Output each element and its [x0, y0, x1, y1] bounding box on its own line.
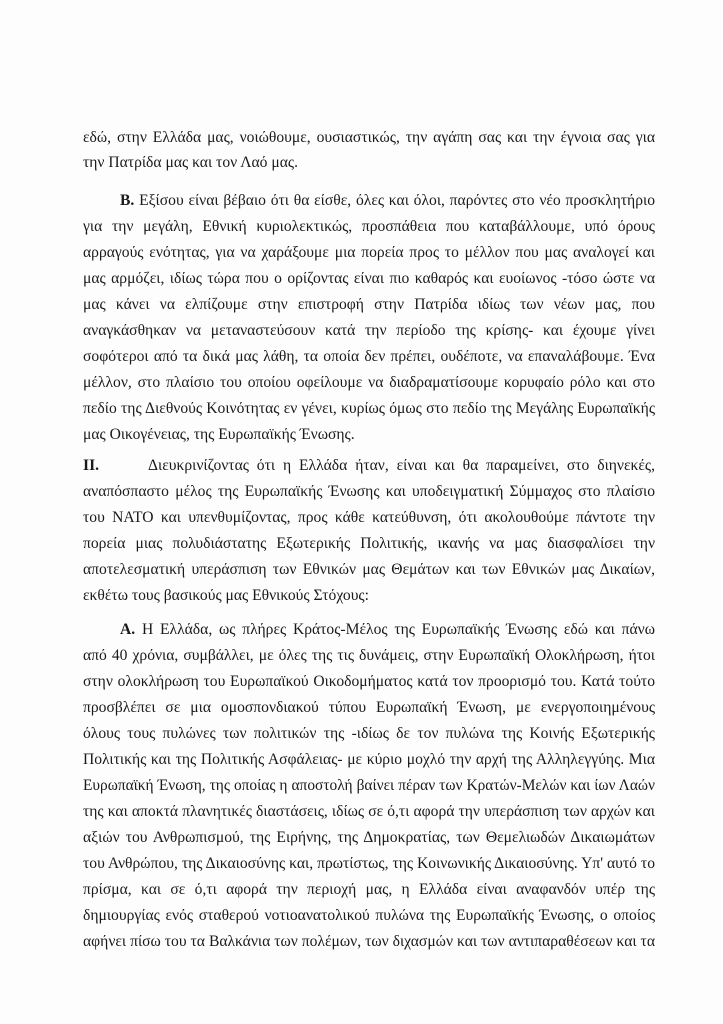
text-line: προσβλέπει σε μια ομοσπονδιακού τύπου Ευρωπαϊκή Ένωση, με ενεργοποιημένους — [83, 699, 655, 716]
text-line: όλους τους πυλώνες των πολιτικών της -ιδίως δε τον πυλώνα της Κοινής Εξωτερικής — [83, 725, 655, 742]
text-line: δημιουργίας ενός σταθερού νοτιοανατολικού πυλώνα της Ευρωπαϊκής Ένωσης, ο οποίος — [83, 907, 655, 924]
section-a-text: Η Ελλάδα, ως πλήρες Κράτος-Μέλος της Ευρωπαϊκής Ένωσης εδώ και πάνω — [141, 621, 655, 638]
text-line: Πολιτικής και της Πολιτικής Ασφάλειας- με κύριο μοχλό την αρχή της Αλληλεγγύης. Μια — [83, 751, 655, 768]
text-line: του ΝΑΤΟ και υπενθυμίζοντας, προς κάθε κατεύθυνση, ότι ακολουθούμε πάντοτε την — [83, 509, 655, 526]
section-ii-label: II. — [83, 457, 100, 474]
text-line: πρίσμα, και σε ό,τι αφορά την περιοχή μας, η Ελλάδα είναι αναφανδόν υπέρ της — [83, 881, 655, 898]
text-line: εκθέτω τους βασικούς μας Εθνικούς Στόχους: — [83, 587, 369, 604]
text-line: μέλλον, στο πλαίσιο του οποίου οφείλουμε να διαδραματίσουμε κορυφαίο ρόλο και στο — [83, 374, 655, 391]
text-line: μας Οικογένειας, της Ευρωπαϊκής Ένωσης. — [83, 426, 355, 443]
text-line: την Πατρίδα μας και τον Λαό μας. — [83, 154, 298, 171]
text-line: του Ανθρώπου, της Δικαιοσύνης και, πρωτίστως, της Κοινωνικής Δικαιοσύνης. Υπ' αυτό το — [83, 855, 655, 872]
text-line: Διευκρινίζοντας ότι η Ελλάδα ήταν, είναι και θα παραμείνει, στο διηνεκές, — [148, 457, 655, 474]
text-line: σοφότεροι από τα δικά μας λάθη, τα οποία δεν πρέπει, ουδέποτε, να επαναλάβουμε. Ένα — [83, 348, 655, 365]
text-line: για την μεγάλη, Εθνική κυριολεκτικώς, προσπάθεια που καταβάλλουμε, υπό όρους — [83, 218, 655, 235]
text-line: από 40 χρόνια, συμβάλλει, με όλες της τις δυνάμεις, στην Ευρωπαϊκή Ολοκλήρωση, ήτοι — [83, 647, 655, 664]
text-line: αφήνει πίσω του τα Βαλκάνια των πολέμων, των διχασμών και των αντιπαραθέσεων και τα — [83, 933, 655, 950]
text-line: αναπόσπαστο μέλος της Ευρωπαϊκής Ένωσης και υποδειγματική Σύμμαχος στο πλαίσιο — [83, 483, 655, 500]
section-a-label: Α. — [120, 621, 136, 638]
text-line: μας κάνει να ελπίζουμε στην επιστροφή στην Πατρίδα ιδίως των νέων μας, που — [83, 296, 655, 313]
text-line: της και αποκτά πλανητικές διαστάσεις, ιδίως σε ό,τι αφορά την υπεράσπιση των αρχών και — [83, 803, 655, 820]
text-line: Ευρωπαϊκή Ένωση, της οποίας η αποστολή βαίνει πέραν των Κρατών-Μελών και ίων Λαών — [83, 777, 655, 794]
section-a-first-line — [120, 619, 655, 641]
text-line: πορεία μιας πολυδιάστατης Εξωτερικής Πολιτικής, ικανής να μας διασφαλίσει την — [83, 535, 655, 552]
text-line: πεδίο της Διεθνούς Κοινότητας εν γένει, κυρίως όμως στο πεδίο της Μεγάλης Ευρωπαϊκής — [83, 400, 655, 417]
text-line: αξιών του Ανθρωπισμού, της Ειρήνης, της Δημοκρατίας, των Θεμελιωδών Δικαιωμάτων — [83, 829, 655, 846]
text-line: αρραγούς ενότητας, για να χαράξουμε μια πορεία προς το μέλλον που μας αναλογεί και — [83, 244, 655, 261]
section-b-first-line — [120, 190, 655, 212]
text-line: μας αρμόζει, ιδίως τώρα που ο ορίζοντας είναι πιο καθαρός και ευοίωνος -τόσο ώστε να — [83, 270, 655, 287]
section-b-text: Εξίσου είναι βέβαιο ότι θα είσθε, όλες και όλοι, παρόντες στο νέο προσκλητήριο — [139, 192, 655, 209]
section-b-label: Β. — [120, 192, 135, 209]
text-line: αναγκάσθηκαν να μεταναστεύσουν κατά την περίοδο της κρίσης- και έχουμε γίνει — [83, 322, 655, 339]
text-line: εδώ, στην Ελλάδα μας, νοιώθουμε, ουσιαστικώς, την αγάπη σας και την έγνοια σας για — [83, 129, 655, 146]
text-line: στην ολοκλήρωση του Ευρωπαϊκού Οικοδομήματος κατά τον προορισμό του. Κατά τούτο — [83, 673, 655, 690]
text-line: αποτελεσματική υπεράσπιση των Εθνικών μας Θεμάτων και των Εθνικών μας Δικαίων, — [83, 561, 655, 578]
